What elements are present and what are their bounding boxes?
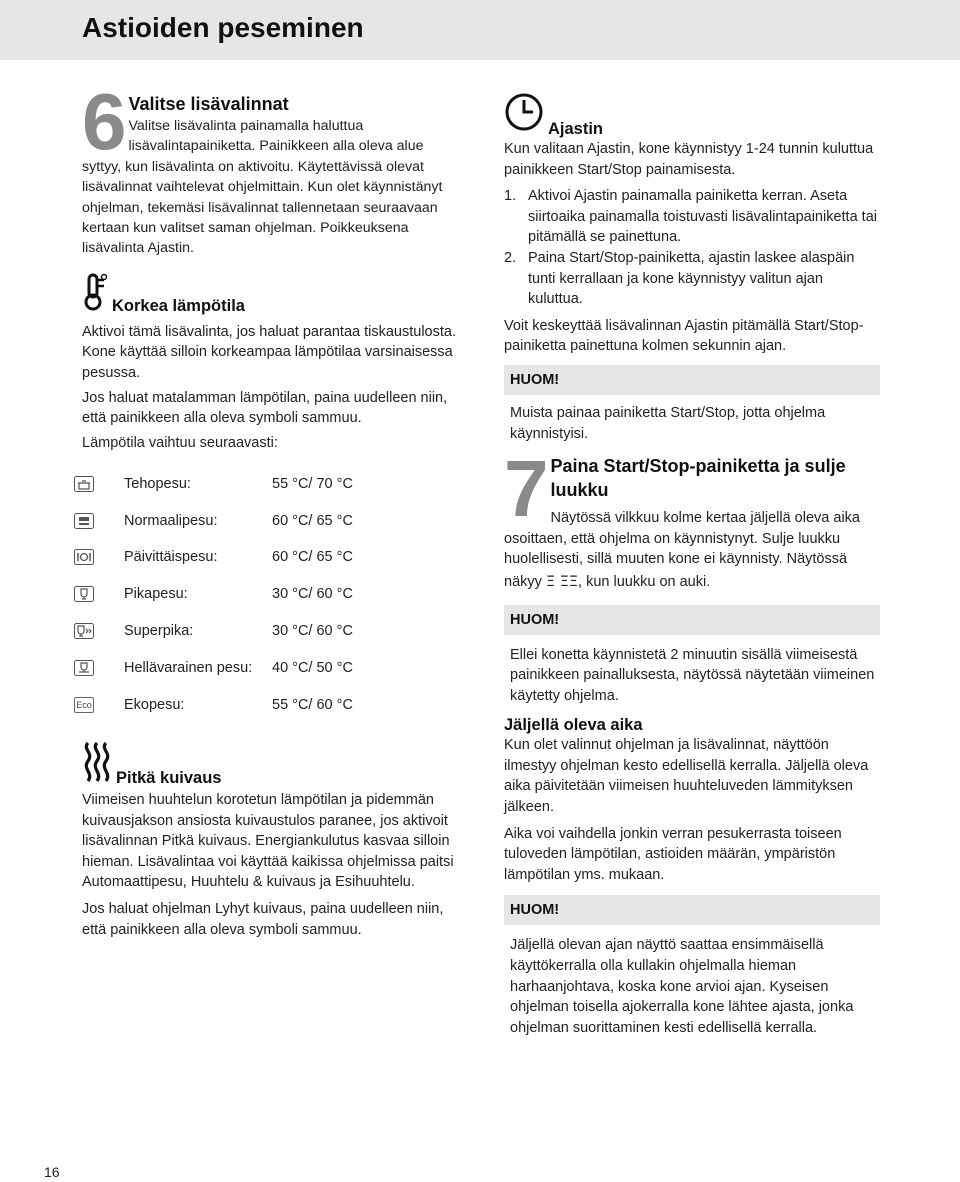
paragraph: Jos haluat ohjelman Lyhyt kuivaus, paina uudelleen niin, että painikkeen alla oleva symboli sammuu. [82,900,444,938]
paragraph: Aktivoi tämä lisävalinta, jos haluat parantaa tiskaustulosta. Kone käyttää silloin korkeampaa lämpötilaa varsinaisessa pesussa. [82,323,456,382]
step-text-line: näkyy Ξ ΞΞ, kun luukku on auki. [504,573,711,590]
program-name: Normaalipesu: [124,512,218,529]
note-label: HUOM! [504,605,880,635]
note-text: Muista painaa painiketta Start/Stop, jotta ohjelma käynnistyisi. [510,404,826,442]
timer-section [504,92,880,357]
step-text-line: Valitse lisävalinta painamalla haluttua [128,118,364,134]
table-row [82,539,458,576]
table-row [82,502,458,539]
step-7-block [504,444,880,592]
list-text: Paina Start/Stop-painiketta, ajastin laskee alaspäin tunti kerrallaan ja kone käynnistyy valitun ajan kuluttua. [528,249,855,308]
step-text: syttyy, kun lisävalinta on aktivoitu. Käytettävissä olevat lisävalinnat vaihtelevat ohjelmittain. Kun olet käynnistänyt ohjelman, tekemäsi lisävalinnat tallennetaan seuraavaan kertaan kun valitset saman ohjelman. Poikkeuksena lisävalinta Ajastin. [82,158,443,257]
step-title: Paina Start/Stop-painiketta ja sulje luukku [550,456,846,501]
step-title: Valitse lisävalinnat [128,94,289,114]
table-row [82,576,458,613]
step-number: 6 [82,77,125,166]
paragraph: Kun valitaan Ajastin, kone käynnistyy 1-24 tunnin kuluttua painikkeen Start/Stop painamisesta. [504,141,874,178]
table-row [82,465,458,502]
section-title: Pitkä kuivaus [116,768,222,787]
high-temp-section [76,273,458,723]
left-column [76,77,458,940]
pot-icon [74,476,94,492]
list-item [504,248,880,310]
step-text: osoittaen, että ohjelma on käynnistynyt. Sulje luukku huolellisesti, sillä muuten kone ei käynnisty. Näytössä [504,530,848,568]
section-title: Korkea lämpötila [112,296,245,315]
note-block [504,605,880,707]
paragraph: Voit keskeyttää lisävalinnan Ajastin pitämällä Start/Stop-painiketta painettuna kolmen sekunnin ajan. [504,317,864,355]
paragraph: Viimeisen huuhtelun korotetun lämpötilan ja pidemmän kuivausjakson ansiosta kuivaustulos paranee, jos aktivoit lisävalinnan Pitkä kuivaus. Energiankulutus kasvaa silloin hieman. Lisävalintaa voi käyttää kaikissa ohjelmissa paitsi Automaattipesu, Huuhtelu & kuivaus ja Esihuuhtelu. [82,791,454,891]
glass-icon [74,586,94,602]
steam-icon [82,741,112,788]
right-column [504,92,880,1038]
remaining-time-section [504,716,880,885]
program-name: Ekopesu: [124,696,185,713]
program-name: Hellävarainen pesu: [124,659,253,676]
note-label: HUOM! [504,895,880,925]
table-row [82,649,458,686]
program-temp: 30 °C/ 60 °C [272,586,353,603]
program-temp: 60 °C/ 65 °C [272,549,353,566]
list-number: 1. [504,188,517,205]
list-text: Aktivoi Ajastin painamalla painiketta kerran. Aseta siirtoaika painamalla toistuvasti lisävalintapainiketta tai pitämällä se painettuna. [528,188,877,246]
program-temp: 40 °C/ 50 °C [272,659,353,676]
list-number: 2. [504,249,517,266]
note-block [504,365,880,444]
eco-icon: Eco [74,697,94,713]
note-label: HUOM! [504,365,880,395]
program-name: Päivittäispesu: [124,549,218,566]
table-row [82,613,458,650]
program-name: Pikapesu: [124,586,188,603]
page-number: 16 [44,1164,60,1180]
note-block [504,895,880,1038]
program-temp: 30 °C/ 60 °C [272,622,353,639]
program-temperature-table [76,465,458,723]
step-text-line: Näytössä vilkkuu kolme kertaa jäljellä oleva aika [550,510,860,527]
program-name: Tehopesu: [124,475,191,492]
delicate-glass-icon [74,660,94,676]
note-text: Ellei konetta käynnistetä 2 minuutin sisällä viimeisestä painikkeen painalluksesta, näytössä näytetään viimeinen käytetty ohjelma. [510,646,875,704]
glass-fast-icon [74,623,94,639]
table-row [76,686,458,723]
numbered-list [504,186,880,310]
clock-icon [504,92,546,139]
program-temp: 55 °C/ 60 °C [272,696,353,713]
step-text-line: lisävalintapainiketta. Painikkeen alla oleva alue [128,138,424,155]
thermometer-icon [82,273,108,316]
list-item [504,186,880,248]
paragraph: Jos haluat matalamman lämpötilan, paina uudelleen niin, että painikkeen alla oleva symboli sammuu. [82,389,448,427]
paragraph: Kun olet valinnut ohjelman ja lisävalinnat, näyttöön ilmestyy ohjelman kesto edellisellä kerralla. Jäljellä oleva aika päivitetään viimeisen huuhteluveden lämmityksen jälkeen. [504,737,869,816]
cutlery-icon [74,549,94,565]
step-6-block [82,77,458,259]
page-title: Astioiden peseminen [82,12,364,43]
long-drying-section [82,741,458,940]
step-number: 7 [504,444,547,534]
paragraph: Aika voi vaihdella jonkin verran pesukerrasta toiseen tuloveden lämpötilan, astioiden määrän, ympäristön lämpötilan yms. mukaan. [504,825,842,883]
door-open-display: Ξ ΞΞ [545,573,579,590]
program-name: Superpika: [124,622,194,639]
section-title: Ajastin [548,120,604,138]
plates-icon [74,513,94,529]
program-temp: 60 °C/ 65 °C [272,512,353,529]
program-temp: 55 °C/ 70 °C [272,475,353,492]
note-text: Jäljellä olevan ajan näyttö saattaa ensimmäisellä käyttökerralla olla kullakin ohjelmalla hieman harhaanjohtava, koska kone arvioi ajan. Kyseisen ohjelman toisella ajokerralla kone lähtee ajasta, jonka ohjelman suorittaminen kesti edellisellä kerralla. [510,937,854,1036]
section-title: Jäljellä oleva aika [504,716,643,735]
paragraph: Lämpötila vaihtuu seuraavasti: [82,434,278,451]
